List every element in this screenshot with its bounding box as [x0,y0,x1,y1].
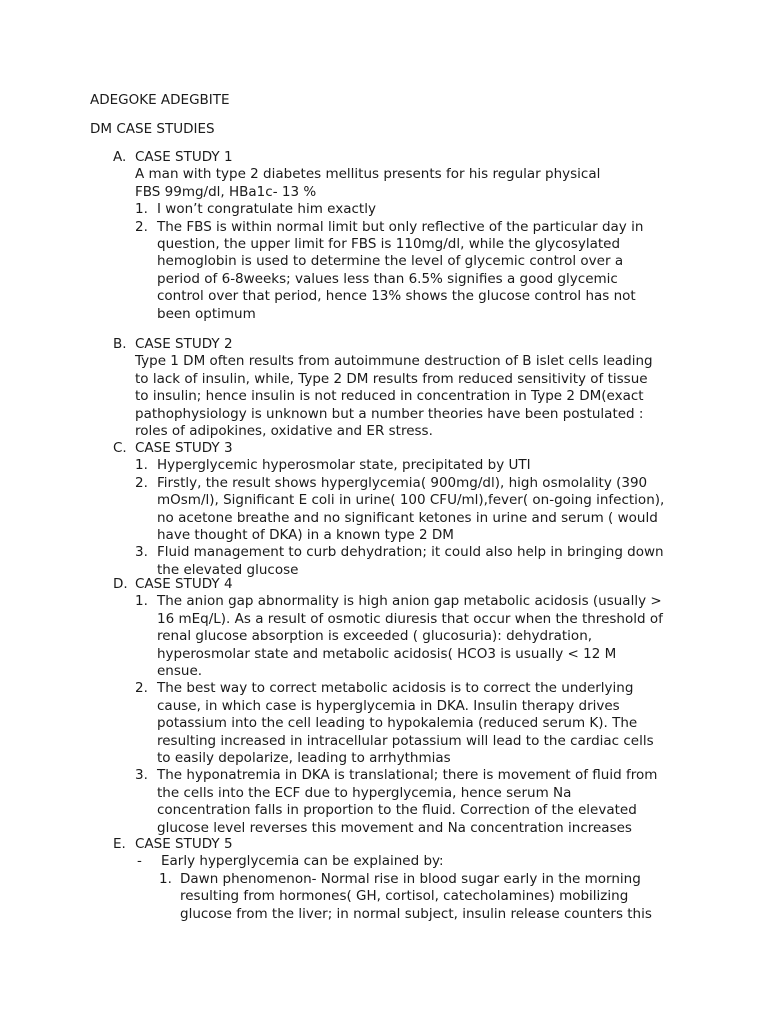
section-marker: E. [113,836,126,852]
dash-list-item [113,853,713,870]
section-marker: A. [113,149,127,165]
list-item [113,767,713,837]
list-item [113,457,713,474]
section-intro: A man with type 2 diabetes mellitus presents for his regular physical FBS 99mg/dl, HBa1c- 13 % [135,166,601,200]
section-marker: B. [113,336,127,352]
author-name: ADEGOKE ADEGBITE [90,92,230,108]
item-number: 1. [135,457,148,474]
item-text: The hyponatremia in DKA is translational; there is movement of fluid from the cells into the ECF due to hyperglycemia, hence serum Na concentration falls in proportion to the fluid. Correction of the elevated glucose level reverses this movement and Na concentration increases [157,767,658,836]
item-text: Hyperglycemic hyperosmolar state, precipitated by UTI [157,457,531,474]
item-number: 1. [135,201,148,218]
item-text: Firstly, the result shows hyperglycemia( 900mg/dl), high osmolality (390 mOsm/l), Significant E coli in urine( 100 CFU/ml),fever( on-going infection), no acetone breathe and no significant ketones in urine and serum ( would have thought of DKA) in a known type 2 DM [157,474,665,544]
list-item [113,201,713,218]
item-number: 2. [135,680,148,697]
section-intro: Type 1 DM often results from autoimmune destruction of B islet cells leading to lack of insulin, while, Type 2 DM results from reduced sensitivity of tissue to insulin; hence insulin is not reduced in concentration in Type 2 DM(exact pathophysiology is unknown but a number theories have been postulated : roles of adipokines, oxidative and ER stress. [135,353,653,440]
item-text: Dawn phenomenon- Normal rise in blood sugar early in the morning resulting from hormones( GH, cortisol, catecholamines) mobilizing glucose from the liver; in normal subject, insulin release counters this [180,870,652,922]
section-title: CASE STUDY 1 [135,149,233,165]
case-study-3 [113,440,713,579]
list-item [113,871,713,923]
case-study-4 [113,576,713,837]
section-heading [113,149,713,166]
case-study-2 [113,336,713,440]
item-text: The best way to correct metabolic acidosis is to correct the underlying cause, in which case is hyperglycemia in DKA. Insulin therapy drives potassium into the cell leading to hypokalemia (reduced serum K). The resulting increased in intracellular potassium will lead to the cardiac cells to easily depolarize, leading to arrhythmias [157,680,654,767]
item-number: 2. [135,218,148,235]
list-item [113,475,713,545]
section-heading [113,836,713,853]
item-number: 1. [159,870,172,887]
section-heading [113,576,713,593]
list-item [113,544,713,579]
item-number: 2. [135,474,148,491]
dash-item-text: Early hyperglycemia can be explained by: [161,853,444,870]
list-item [113,219,713,323]
item-text: I won’t congratulate him exactly [157,201,376,218]
list-item [113,593,713,680]
section-marker: C. [113,440,127,456]
section-title: CASE STUDY 4 [135,576,233,592]
section-title: CASE STUDY 2 [135,336,233,352]
dash-bullet: - [137,853,142,870]
section-heading [113,336,713,353]
section-marker: D. [113,576,128,592]
case-study-1 [113,149,713,323]
document-title: DM CASE STUDIES [90,121,215,137]
numbered-list [113,593,713,837]
list-item [113,680,713,767]
item-number: 3. [135,544,148,561]
case-study-5 [113,836,713,923]
numbered-list [113,457,713,579]
item-text: The anion gap abnormality is high anion gap metabolic acidosis (usually > 16 mEq/L). As a result of osmotic diuresis that occur when the threshold of renal glucose absorption is exceeded ( glucosuria): dehydration, hyperosmolar state and metabolic acidosis( HCO3 is usually < 12 M ensue. [157,593,663,680]
section-title: CASE STUDY 3 [135,440,233,456]
item-number: 1. [135,593,148,610]
section-title: CASE STUDY 5 [135,836,233,852]
item-text: The FBS is within normal limit but only reflective of the particular day in question, the upper limit for FBS is 110mg/dl, while the glycosylated hemoglobin is used to determine the level of glycemic control over a period of 6-8weeks; values less than 6.5% signifies a good glycemic control over that period, hence 13% shows the glucose control has not been optimum [157,218,644,322]
section-heading [113,440,713,457]
numbered-list [113,201,713,323]
item-number: 3. [135,767,148,784]
nested-numbered-list [113,871,713,923]
item-text: Fluid management to curb dehydration; it could also help in bringing down the elevated glucose [157,544,664,578]
